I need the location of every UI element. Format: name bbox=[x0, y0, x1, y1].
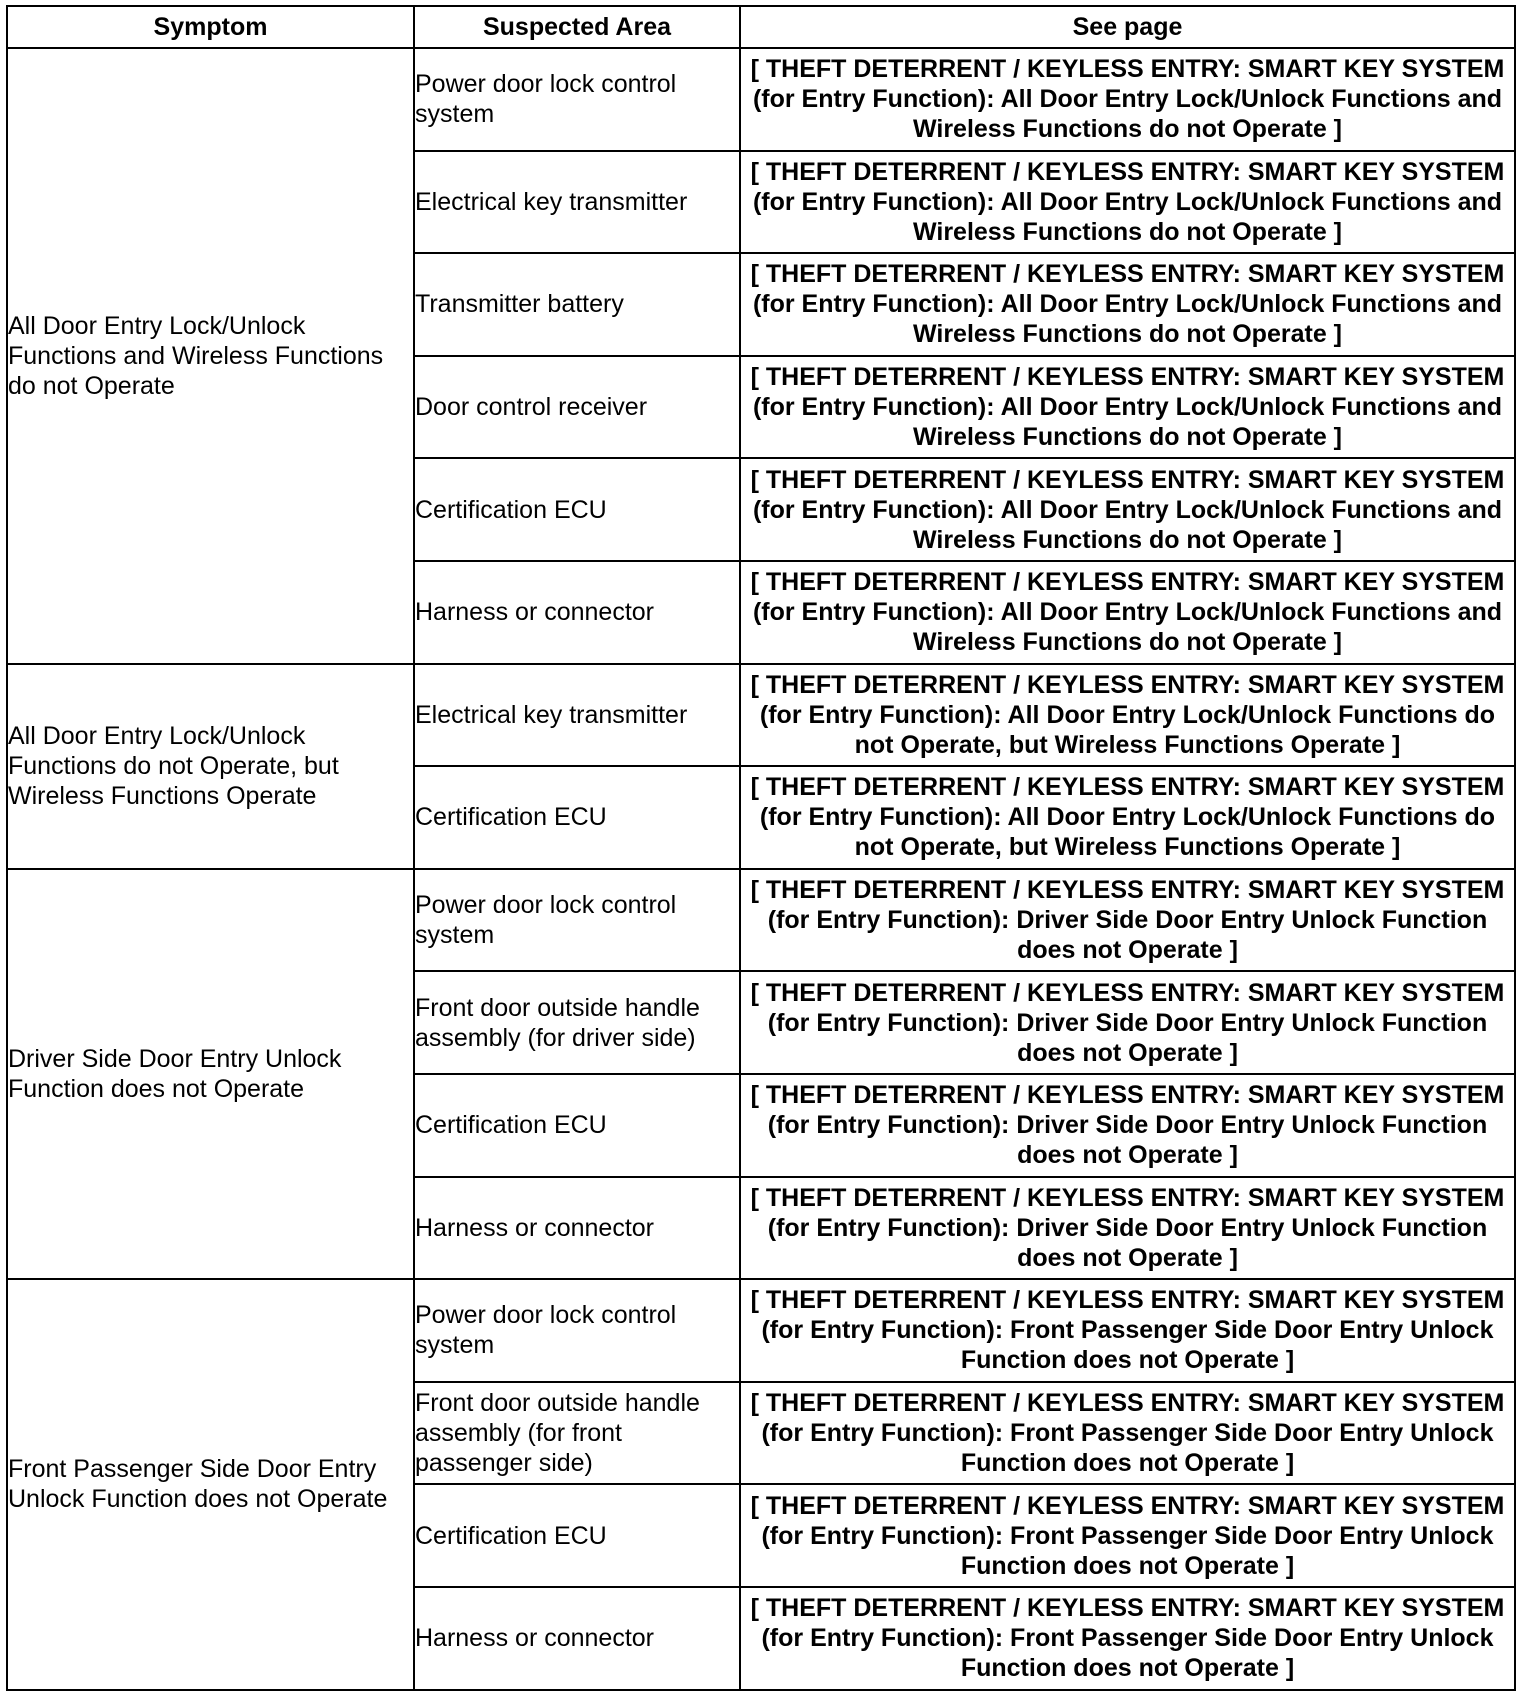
suspected-area-cell: Transmitter battery bbox=[414, 253, 740, 356]
see-page-cell: [ THEFT DETERRENT / KEYLESS ENTRY: SMART KEY SYSTEM (for Entry Function): All Door Entry Lock/Unlock Functions do not Operate, but Wireless Functions Operate ] bbox=[740, 766, 1515, 869]
suspected-area-cell: Certification ECU bbox=[414, 766, 740, 869]
suspected-area-cell: Certification ECU bbox=[414, 1484, 740, 1587]
see-page-cell: [ THEFT DETERRENT / KEYLESS ENTRY: SMART KEY SYSTEM (for Entry Function): All Door Entry Lock/Unlock Functions and Wireless Functions do not Operate ] bbox=[740, 356, 1515, 459]
suspected-area-cell: Power door lock control system bbox=[414, 869, 740, 972]
suspected-area-cell: Door control receiver bbox=[414, 356, 740, 459]
suspected-area-cell: Harness or connector bbox=[414, 561, 740, 664]
suspected-area-cell: Harness or connector bbox=[414, 1587, 740, 1690]
table-row bbox=[7, 664, 1515, 767]
see-page-cell: [ THEFT DETERRENT / KEYLESS ENTRY: SMART KEY SYSTEM (for Entry Function): Driver Side Door Entry Unlock Function does not Operate ] bbox=[740, 1074, 1515, 1177]
table-row bbox=[7, 869, 1515, 972]
suspected-area-cell: Certification ECU bbox=[414, 458, 740, 561]
symptom-cell: Front Passenger Side Door Entry Unlock Function does not Operate bbox=[7, 1279, 414, 1689]
see-page-cell: [ THEFT DETERRENT / KEYLESS ENTRY: SMART KEY SYSTEM (for Entry Function): Front Passenger Side Door Entry Unlock Function does not Operate ] bbox=[740, 1279, 1515, 1382]
see-page-cell: [ THEFT DETERRENT / KEYLESS ENTRY: SMART KEY SYSTEM (for Entry Function): All Door Entry Lock/Unlock Functions and Wireless Functions do not Operate ] bbox=[740, 253, 1515, 356]
suspected-area-cell: Certification ECU bbox=[414, 1074, 740, 1177]
see-page-cell: [ THEFT DETERRENT / KEYLESS ENTRY: SMART KEY SYSTEM (for Entry Function): All Door Entry Lock/Unlock Functions and Wireless Functions do not Operate ] bbox=[740, 151, 1515, 254]
see-page-cell: [ THEFT DETERRENT / KEYLESS ENTRY: SMART KEY SYSTEM (for Entry Function): All Door Entry Lock/Unlock Functions and Wireless Functions do not Operate ] bbox=[740, 458, 1515, 561]
see-page-cell: [ THEFT DETERRENT / KEYLESS ENTRY: SMART KEY SYSTEM (for Entry Function): Front Passenger Side Door Entry Unlock Function does not Operate ] bbox=[740, 1484, 1515, 1587]
suspected-area-cell: Power door lock control system bbox=[414, 48, 740, 151]
see-page-cell: [ THEFT DETERRENT / KEYLESS ENTRY: SMART KEY SYSTEM (for Entry Function): All Door Entry Lock/Unlock Functions and Wireless Functions do not Operate ] bbox=[740, 561, 1515, 664]
symptom-cell: Driver Side Door Entry Unlock Function does not Operate bbox=[7, 869, 414, 1279]
see-page-cell: [ THEFT DETERRENT / KEYLESS ENTRY: SMART KEY SYSTEM (for Entry Function): All Door Entry Lock/Unlock Functions do not Operate, but Wireless Functions Operate ] bbox=[740, 664, 1515, 767]
header-row bbox=[7, 6, 1515, 48]
symptom-cell: All Door Entry Lock/Unlock Functions and Wireless Functions do not Operate bbox=[7, 48, 414, 664]
see-page-cell: [ THEFT DETERRENT / KEYLESS ENTRY: SMART KEY SYSTEM (for Entry Function): Driver Side Door Entry Unlock Function does not Operate ] bbox=[740, 869, 1515, 972]
suspected-area-cell: Electrical key transmitter bbox=[414, 664, 740, 767]
suspected-area-cell: Power door lock control system bbox=[414, 1279, 740, 1382]
suspected-area-cell: Harness or connector bbox=[414, 1177, 740, 1280]
see-page-cell: [ THEFT DETERRENT / KEYLESS ENTRY: SMART KEY SYSTEM (for Entry Function): Front Passenger Side Door Entry Unlock Function does not Operate ] bbox=[740, 1382, 1515, 1485]
table-row bbox=[7, 48, 1515, 151]
suspected-area-cell: Electrical key transmitter bbox=[414, 151, 740, 254]
diagnosis-table bbox=[6, 5, 1516, 1691]
table-row bbox=[7, 1279, 1515, 1382]
suspected-area-cell: Front door outside handle assembly (for front passenger side) bbox=[414, 1382, 740, 1485]
see-page-cell: [ THEFT DETERRENT / KEYLESS ENTRY: SMART KEY SYSTEM (for Entry Function): Driver Side Door Entry Unlock Function does not Operate ] bbox=[740, 1177, 1515, 1280]
header-see-page: See page bbox=[740, 6, 1515, 48]
header-suspected-area: Suspected Area bbox=[414, 6, 740, 48]
suspected-area-cell: Front door outside handle assembly (for driver side) bbox=[414, 971, 740, 1074]
see-page-cell: [ THEFT DETERRENT / KEYLESS ENTRY: SMART KEY SYSTEM (for Entry Function): Front Passenger Side Door Entry Unlock Function does not Operate ] bbox=[740, 1587, 1515, 1690]
see-page-cell: [ THEFT DETERRENT / KEYLESS ENTRY: SMART KEY SYSTEM (for Entry Function): All Door Entry Lock/Unlock Functions and Wireless Functions do not Operate ] bbox=[740, 48, 1515, 151]
header-symptom: Symptom bbox=[7, 6, 414, 48]
see-page-cell: [ THEFT DETERRENT / KEYLESS ENTRY: SMART KEY SYSTEM (for Entry Function): Driver Side Door Entry Unlock Function does not Operate ] bbox=[740, 971, 1515, 1074]
symptom-cell: All Door Entry Lock/Unlock Functions do not Operate, but Wireless Functions Operate bbox=[7, 664, 414, 869]
